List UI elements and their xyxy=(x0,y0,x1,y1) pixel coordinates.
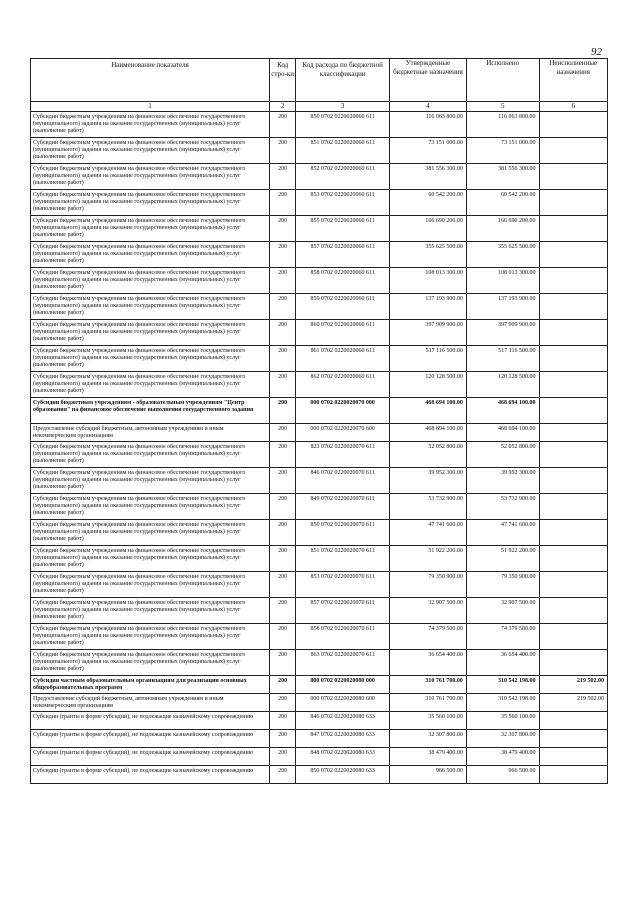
row-executed-amount: 137 193 900.00 xyxy=(466,294,539,320)
row-approved-amount: 79 350 900.00 xyxy=(390,572,467,598)
row-executed-amount: 381 556 300.00 xyxy=(466,164,539,190)
row-executed-amount: 32 907 500.00 xyxy=(466,598,539,624)
table-row xyxy=(31,346,608,372)
row-name: Предоставление субсидий бюджетным, автономным учреждениям и иным некоммерческим организациям xyxy=(31,424,270,442)
row-unexecuted-amount xyxy=(539,112,607,138)
table-row xyxy=(31,766,608,784)
row-line-code: 200 xyxy=(270,398,296,424)
row-executed-amount: 108 013 300.00 xyxy=(466,268,539,294)
table-row xyxy=(31,294,608,320)
table-row xyxy=(31,442,608,468)
row-line-code: 200 xyxy=(270,268,296,294)
row-expense-code: 846 0702 0220020070 611 xyxy=(296,468,390,494)
row-name: Субсидии (гранты в форме субсидий), не подлежащие казначейскому сопровождению xyxy=(31,730,270,748)
row-line-code: 200 xyxy=(270,346,296,372)
table-row xyxy=(31,190,608,216)
row-approved-amount: 397 909 900.00 xyxy=(390,320,467,346)
row-executed-amount: 120 128 500.00 xyxy=(466,372,539,398)
row-line-code: 200 xyxy=(270,546,296,572)
row-name: Субсидии бюджетным учреждениям на финансовое обеспечение государственного (муниципального) задания на оказание государственных (муниципальных) услуг (выполнение работ) xyxy=(31,468,270,494)
row-expense-code: 851 0702 0220020060 611 xyxy=(296,138,390,164)
row-name: Субсидии частным образовательным организациям для реализации основных общеобразовательных программ xyxy=(31,676,270,694)
row-unexecuted-amount xyxy=(539,748,607,766)
row-unexecuted-amount xyxy=(539,424,607,442)
row-line-code: 200 xyxy=(270,730,296,748)
row-unexecuted-amount: 219 502.00 xyxy=(539,676,607,694)
row-line-code: 200 xyxy=(270,572,296,598)
row-expense-code: 850 0702 0220020070 611 xyxy=(296,520,390,546)
row-approved-amount: 966 500.00 xyxy=(390,766,467,784)
header-line-code: Код стро-ки xyxy=(270,59,296,102)
row-executed-amount: 39 952 300.00 xyxy=(466,468,539,494)
row-approved-amount: 137 193 900.00 xyxy=(390,294,467,320)
table-header-row xyxy=(31,59,608,102)
row-name: Предоставление субсидий бюджетным, автономным учреждениям и иным некоммерческим организациям xyxy=(31,694,270,712)
row-name: Субсидии бюджетным учреждениям на финансовое обеспечение государственного (муниципального) задания на оказание государственных (муниципальных) услуг (выполнение работ) xyxy=(31,242,270,268)
table-row xyxy=(31,676,608,694)
table-row xyxy=(31,546,608,572)
row-line-code: 200 xyxy=(270,494,296,520)
row-unexecuted-amount xyxy=(539,494,607,520)
row-name: Субсидии бюджетным учреждениям на финансовое обеспечение государственного (муниципального) задания на оказание государственных (муниципальных) услуг (выполнение работ) xyxy=(31,442,270,468)
row-approved-amount: 32 907 500.00 xyxy=(390,598,467,624)
row-line-code: 200 xyxy=(270,294,296,320)
row-name: Субсидии бюджетным учреждениям на финансовое обеспечение государственного (муниципального) задания на оказание государственных (муниципальных) услуг (выполнение работ) xyxy=(31,624,270,650)
row-name: Субсидии (гранты в форме субсидий), не подлежащие казначейскому сопровождению xyxy=(31,766,270,784)
row-name: Субсидии бюджетным учреждениям на финансовое обеспечение государственного (муниципального) задания на оказание государственных (муниципальных) услуг (выполнение работ) xyxy=(31,650,270,676)
table-row xyxy=(31,494,608,520)
row-unexecuted-amount xyxy=(539,190,607,216)
row-expense-code: 823 0702 0220020070 611 xyxy=(296,442,390,468)
row-name: Субсидии бюджетным учреждениям на финансовое обеспечение государственного (муниципального) задания на оказание государственных (муниципальных) услуг (выполнение работ) xyxy=(31,164,270,190)
row-approved-amount: 32 307 800.00 xyxy=(390,730,467,748)
row-name: Субсидии бюджетным учреждениям на финансовое обеспечение государственного (муниципального) задания на оказание государственных (муниципальных) услуг (выполнение работ) xyxy=(31,572,270,598)
row-executed-amount: 116 063 800.00 xyxy=(466,112,539,138)
row-approved-amount: 39 952 300.00 xyxy=(390,468,467,494)
column-number: 5 xyxy=(466,102,539,112)
row-unexecuted-amount xyxy=(539,468,607,494)
row-unexecuted-amount xyxy=(539,650,607,676)
header-approved: Утвержденные бюджетные назначения xyxy=(390,59,467,102)
row-expense-code: 860 0702 0220020060 611 xyxy=(296,320,390,346)
row-approved-amount: 35 560 100.00 xyxy=(390,712,467,730)
row-name: Субсидии бюджетным учреждениям на финансовое обеспечение государственного (муниципального) задания на оказание государственных (муниципальных) услуг (выполнение работ) xyxy=(31,320,270,346)
header-expense-code: Код расхода по бюджетной классификации xyxy=(296,59,390,102)
row-line-code: 200 xyxy=(270,242,296,268)
row-executed-amount: 468 694 100.00 xyxy=(466,424,539,442)
row-line-code: 200 xyxy=(270,190,296,216)
row-approved-amount: 120 128 500.00 xyxy=(390,372,467,398)
row-line-code: 200 xyxy=(270,164,296,190)
row-executed-amount: 74 379 500.00 xyxy=(466,624,539,650)
table-row xyxy=(31,520,608,546)
table-row xyxy=(31,712,608,730)
row-executed-amount: 310 542 198.00 xyxy=(466,694,539,712)
row-unexecuted-amount xyxy=(539,320,607,346)
row-unexecuted-amount xyxy=(539,346,607,372)
table-row xyxy=(31,572,608,598)
table-row xyxy=(31,650,608,676)
column-number-row xyxy=(31,102,608,112)
row-executed-amount: 38 479 400.00 xyxy=(466,748,539,766)
header-name: Наименование показателя xyxy=(31,59,270,102)
row-name: Субсидии бюджетным учреждениям на финансовое обеспечение государственного (муниципального) задания на оказание государственных (муниципальных) услуг (выполнение работ) xyxy=(31,294,270,320)
row-name: Субсидии бюджетным учреждениям на финансовое обеспечение государственного (муниципального) задания на оказание государственных (муниципальных) услуг (выполнение работ) xyxy=(31,190,270,216)
row-approved-amount: 468 694 100.00 xyxy=(390,424,467,442)
row-expense-code: 853 0702 0220020070 611 xyxy=(296,572,390,598)
row-expense-code: 850 0702 0220020060 611 xyxy=(296,112,390,138)
table-row xyxy=(31,242,608,268)
row-expense-code: 859 0702 0220020060 611 xyxy=(296,294,390,320)
row-approved-amount: 36 654 400.00 xyxy=(390,650,467,676)
row-name: Субсидии бюджетным учреждениям на финансовое обеспечение государственного (муниципального) задания на оказание государственных (муниципальных) услуг (выполнение работ) xyxy=(31,268,270,294)
row-name: Субсидии бюджетным учреждениям на финансовое обеспечение государственного (муниципального) задания на оказание государственных (муниципальных) услуг (выполнение работ) xyxy=(31,346,270,372)
row-name: Субсидии (гранты в форме субсидий), не подлежащие казначейскому сопровождению xyxy=(31,748,270,766)
table-row xyxy=(31,424,608,442)
row-line-code: 200 xyxy=(270,766,296,784)
row-executed-amount: 79 350 900.00 xyxy=(466,572,539,598)
row-executed-amount: 310 542 198.00 xyxy=(466,676,539,694)
table-row xyxy=(31,694,608,712)
row-name: Субсидии бюджетным учреждениям на финансовое обеспечение государственного (муниципального) задания на оказание государственных (муниципальных) услуг (выполнение работ) xyxy=(31,546,270,572)
row-expense-code: 849 0702 0220020070 611 xyxy=(296,494,390,520)
row-expense-code: 000 0702 0220020070 600 xyxy=(296,424,390,442)
column-number: 4 xyxy=(390,102,467,112)
row-expense-code: 851 0702 0220020070 611 xyxy=(296,546,390,572)
table-row xyxy=(31,112,608,138)
row-approved-amount: 47 741 600.00 xyxy=(390,520,467,546)
row-unexecuted-amount xyxy=(539,546,607,572)
row-unexecuted-amount xyxy=(539,268,607,294)
row-line-code: 200 xyxy=(270,694,296,712)
row-unexecuted-amount xyxy=(539,766,607,784)
row-line-code: 200 xyxy=(270,650,296,676)
table-row xyxy=(31,468,608,494)
row-expense-code: 848 0702 0220020080 633 xyxy=(296,748,390,766)
table-row xyxy=(31,624,608,650)
row-approved-amount: 381 556 300.00 xyxy=(390,164,467,190)
row-unexecuted-amount: 219 502.00 xyxy=(539,694,607,712)
row-unexecuted-amount xyxy=(539,294,607,320)
row-line-code: 200 xyxy=(270,320,296,346)
row-name: Субсидии бюджетным учреждениям на финансовое обеспечение государственного (муниципального) задания на оказание государственных (муниципальных) услуг (выполнение работ) xyxy=(31,372,270,398)
row-line-code: 200 xyxy=(270,712,296,730)
row-expense-code: 847 0702 0220020080 633 xyxy=(296,730,390,748)
row-unexecuted-amount xyxy=(539,242,607,268)
row-executed-amount: 53 732 900.00 xyxy=(466,494,539,520)
row-executed-amount: 35 560 100.00 xyxy=(466,712,539,730)
row-approved-amount: 517 116 500.00 xyxy=(390,346,467,372)
row-executed-amount: 517 116 500.00 xyxy=(466,346,539,372)
header-unexecuted: Неисполненные назначения xyxy=(539,59,607,102)
row-approved-amount: 166 690 200.00 xyxy=(390,216,467,242)
table-body xyxy=(31,112,608,784)
row-expense-code: 000 0702 0220020080 000 xyxy=(296,676,390,694)
row-executed-amount: 468 694 100.00 xyxy=(466,398,539,424)
row-unexecuted-amount xyxy=(539,598,607,624)
row-approved-amount: 355 625 500.00 xyxy=(390,242,467,268)
row-approved-amount: 60 542 200.00 xyxy=(390,190,467,216)
row-expense-code: 857 0702 0220020070 611 xyxy=(296,598,390,624)
row-line-code: 200 xyxy=(270,468,296,494)
row-unexecuted-amount xyxy=(539,730,607,748)
row-line-code: 200 xyxy=(270,676,296,694)
row-approved-amount: 51 922 200.00 xyxy=(390,546,467,572)
row-line-code: 200 xyxy=(270,624,296,650)
row-executed-amount: 52 052 800.00 xyxy=(466,442,539,468)
row-expense-code: 862 0702 0220020060 611 xyxy=(296,372,390,398)
row-line-code: 200 xyxy=(270,598,296,624)
row-unexecuted-amount xyxy=(539,442,607,468)
row-expense-code: 855 0702 0220020060 611 xyxy=(296,216,390,242)
row-approved-amount: 310 761 700.00 xyxy=(390,694,467,712)
table-row xyxy=(31,748,608,766)
row-line-code: 200 xyxy=(270,138,296,164)
table-row xyxy=(31,730,608,748)
row-executed-amount: 60 542 200.00 xyxy=(466,190,539,216)
row-expense-code: 858 0702 0220020060 611 xyxy=(296,268,390,294)
row-name: Субсидии (гранты в форме субсидий), не подлежащие казначейскому сопровождению xyxy=(31,712,270,730)
row-unexecuted-amount xyxy=(539,712,607,730)
row-unexecuted-amount xyxy=(539,372,607,398)
row-approved-amount: 310 761 700.00 xyxy=(390,676,467,694)
budget-report-table xyxy=(30,58,608,784)
row-approved-amount: 74 379 500.00 xyxy=(390,624,467,650)
table-row xyxy=(31,320,608,346)
row-approved-amount: 52 052 800.00 xyxy=(390,442,467,468)
table-row xyxy=(31,268,608,294)
row-executed-amount: 397 909 900.00 xyxy=(466,320,539,346)
row-name: Субсидии бюджетным учреждениям на финансовое обеспечение государственного (муниципального) задания на оказание государственных (муниципальных) услуг (выполнение работ) xyxy=(31,112,270,138)
row-line-code: 200 xyxy=(270,520,296,546)
row-line-code: 200 xyxy=(270,748,296,766)
row-expense-code: 852 0702 0220020060 611 xyxy=(296,164,390,190)
row-approved-amount: 116 063 800.00 xyxy=(390,112,467,138)
row-executed-amount: 966 500.00 xyxy=(466,766,539,784)
row-executed-amount: 166 690 200.00 xyxy=(466,216,539,242)
row-approved-amount: 53 732 900.00 xyxy=(390,494,467,520)
row-unexecuted-amount xyxy=(539,572,607,598)
table-row xyxy=(31,164,608,190)
row-unexecuted-amount xyxy=(539,138,607,164)
column-number: 2 xyxy=(270,102,296,112)
row-unexecuted-amount xyxy=(539,398,607,424)
row-executed-amount: 73 151 000.00 xyxy=(466,138,539,164)
row-line-code: 200 xyxy=(270,216,296,242)
row-expense-code: 850 0702 0220020080 633 xyxy=(296,766,390,784)
column-number: 6 xyxy=(539,102,607,112)
table-row xyxy=(31,398,608,424)
row-approved-amount: 73 151 000.00 xyxy=(390,138,467,164)
row-name: Субсидии бюджетным учреждениям на финансовое обеспечение государственного (муниципального) задания на оказание государственных (муниципальных) услуг (выполнение работ) xyxy=(31,216,270,242)
row-unexecuted-amount xyxy=(539,624,607,650)
column-number: 3 xyxy=(296,102,390,112)
row-line-code: 200 xyxy=(270,372,296,398)
row-name: Субсидии бюджетным учреждениям на финансовое обеспечение государственного (муниципального) задания на оказание государственных (муниципальных) услуг (выполнение работ) xyxy=(31,598,270,624)
row-executed-amount: 32 307 800.00 xyxy=(466,730,539,748)
column-number: 1 xyxy=(31,102,270,112)
row-expense-code: 846 0702 0220020080 633 xyxy=(296,712,390,730)
table-row xyxy=(31,598,608,624)
table-row xyxy=(31,372,608,398)
row-line-code: 200 xyxy=(270,424,296,442)
row-executed-amount: 47 741 600.00 xyxy=(466,520,539,546)
row-expense-code: 863 0702 0220020070 611 xyxy=(296,650,390,676)
row-expense-code: 858 0702 0220020070 611 xyxy=(296,624,390,650)
row-expense-code: 861 0702 0220020060 611 xyxy=(296,346,390,372)
table-row xyxy=(31,216,608,242)
row-approved-amount: 38 479 400.00 xyxy=(390,748,467,766)
header-executed: Исполнено xyxy=(466,59,539,102)
row-executed-amount: 51 922 200.00 xyxy=(466,546,539,572)
row-line-code: 200 xyxy=(270,112,296,138)
row-executed-amount: 36 654 400.00 xyxy=(466,650,539,676)
row-name: Субсидии бюджетным учреждениям - образовательным учреждениям "Центр образования" на финансовое обеспечение выполнения государственного задания xyxy=(31,398,270,424)
page-number: 92 xyxy=(591,46,602,58)
row-approved-amount: 468 694 100.00 xyxy=(390,398,467,424)
row-name: Субсидии бюджетным учреждениям на финансовое обеспечение государственного (муниципального) задания на оказание государственных (муниципальных) услуг (выполнение работ) xyxy=(31,494,270,520)
row-line-code: 200 xyxy=(270,442,296,468)
row-expense-code: 857 0702 0220020060 611 xyxy=(296,242,390,268)
table-row xyxy=(31,138,608,164)
row-executed-amount: 355 625 500.00 xyxy=(466,242,539,268)
row-expense-code: 000 0702 0220020080 600 xyxy=(296,694,390,712)
row-approved-amount: 108 013 300.00 xyxy=(390,268,467,294)
row-expense-code: 853 0702 0220020060 611 xyxy=(296,190,390,216)
row-unexecuted-amount xyxy=(539,216,607,242)
row-name: Субсидии бюджетным учреждениям на финансовое обеспечение государственного (муниципального) задания на оказание государственных (муниципальных) услуг (выполнение работ) xyxy=(31,520,270,546)
row-unexecuted-amount xyxy=(539,164,607,190)
row-name: Субсидии бюджетным учреждениям на финансовое обеспечение государственного (муниципального) задания на оказание государственных (муниципальных) услуг (выполнение работ) xyxy=(31,138,270,164)
row-unexecuted-amount xyxy=(539,520,607,546)
row-expense-code: 000 0702 0220020070 000 xyxy=(296,398,390,424)
